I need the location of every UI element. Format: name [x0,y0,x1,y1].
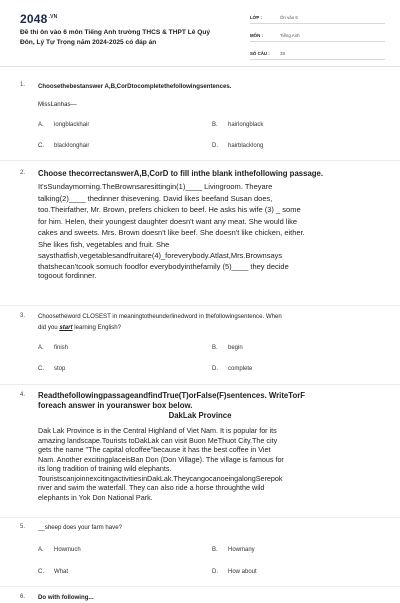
question-number: 2. [20,170,26,176]
sentence-text: did you [38,324,60,331]
option-letter: C. [38,569,44,575]
question-passage [38,181,370,280]
question-stem: Do with following... [38,594,94,601]
passage-line: gets the name "The capital ofcoffee"because it has the best coffee in Viet [38,445,271,454]
question-stem: ReadthefollowingpassageandfindTrue(T)orFalse(F)sentences. WriteTorF [38,391,306,400]
passage-line: elephants in Yok Don National Park. [38,492,153,502]
passage-line: TouristscanjoinnexcitingactivitiesinDakLak.TheycangocanoeingalongSerepok [38,473,283,483]
passage-title: DakLak Province [168,411,232,420]
option-a[interactable] [38,345,68,351]
meta-value: Ôn vào 6 [280,15,298,20]
option-c[interactable] [38,569,68,575]
option-b[interactable] [212,547,255,553]
passage-line: its long tradition of training wild elephants. [38,464,172,473]
document-title: Đề thi ôn vào 6 môn Tiếng Anh trường THCS & THPT Lê Quý Đôn, Lý Tự Trọng năm 2024-2025 có đáp án [20,29,211,46]
option-a[interactable] [38,547,81,553]
passage-line: Dak Lak Province is in the Central Highland of Viet Nam. It is popular for its [38,426,277,435]
option-text: Howmuch [54,547,81,553]
option-letter: C. [38,366,44,372]
passage-line: too.Theirfather, Mr. Brown, prefers chicken to beef. He asks his wife (3) _ some [38,205,301,214]
option-letter: C. [38,143,44,149]
passage-line: saysthatfish,vegetablesandfruitare(4)_foreverybody.Atlast,Mrs.Brownsays [38,251,283,260]
question-sentence [38,323,368,333]
document-header [0,0,400,62]
question-stem-continued: foreach answer in youranswer box below. [38,401,193,410]
option-text: blacklonghair [54,143,90,149]
passage-line: thatshecan'tcook somuch foodfor everybodyinthefamily (5)____ they decide [38,261,289,271]
site-logo[interactable] [20,12,57,26]
question-number: 6. [20,594,26,600]
passage-line: amazing landscape.Tourists toDakLak can visit Buon MeThuot City.The city [38,435,278,445]
passage-line: river and swim the waterfall. They can also ride a horse throughthe wild [38,483,265,492]
question-divider [0,160,400,161]
meta-value: 38 [280,51,285,56]
option-letter: D. [212,143,218,149]
question-sentence: MissLanhas— [38,101,77,108]
option-letter: D. [212,366,218,372]
option-text: What [54,569,69,575]
question-number: 5. [20,524,26,530]
option-c[interactable] [38,366,65,372]
question-stem: Choose thecorrectanswerA,B,CorD to fill inthe blank inthefollowing passage. [38,169,324,178]
option-d[interactable] [212,569,257,575]
meta-row-count [250,48,385,60]
question-stem: Choosetheword CLOSEST in meaningtotheunderlinedword in thefollowingsentence. When [38,313,282,320]
question-divider [0,305,400,306]
question-number: 4. [20,392,26,398]
question-passage [38,426,370,502]
option-letter: A. [38,547,44,553]
meta-row-subject [250,30,385,42]
question-divider [0,517,400,518]
option-text: complete [228,366,253,372]
option-d[interactable] [212,366,252,372]
question-number: 3. [20,313,26,319]
option-text: begin [228,345,243,351]
option-text: finish [54,345,69,351]
question-number: 1. [20,82,26,88]
passage-line: She likes fish, vegetables and fruit. She [38,239,170,249]
meta-value: Tiếng Anh [280,33,300,38]
question-stem: Choosethebestanswer A,B,CorDtocompletethefollowingsentences. [38,83,232,90]
option-letter: A. [38,122,44,128]
question-divider [0,384,400,385]
passage-line: togoout fordinner. [38,270,97,280]
passage-line: talking(2)____ thedinner thisevening. David likes beefand Susan does, [38,193,273,203]
passage-line: for him. Helen, their youngest daughter doesn't want any meat. She would like [38,216,298,226]
option-letter: B. [212,345,218,351]
meta-key: SỐ CÂU : [250,51,270,56]
logo-text: 2048 [20,12,48,26]
option-letter: B. [212,122,218,128]
option-text: Howmany [228,547,255,553]
option-letter: D. [212,569,218,575]
meta-key: MÔN : [250,33,263,38]
option-a[interactable] [38,122,89,128]
question-divider [0,586,400,587]
option-text: hairlongblack [228,122,264,128]
option-letter: A. [38,345,44,351]
option-text: hairblacklong [228,143,264,149]
passage-line: cakes and sweets. Mrs. Brown doesn't like beef. She doesn't like chicken, either. [38,228,305,237]
option-d[interactable] [212,143,263,149]
option-text: stop [54,366,66,372]
option-c[interactable] [38,143,89,149]
meta-table [250,12,385,66]
option-text: How about [228,569,257,575]
logo-suffix: .VN [48,14,58,20]
underlined-word: start [59,324,73,331]
question-stem: __sheep does your farm have? [38,524,123,531]
option-text: longblackhair [54,122,90,128]
sentence-text: learning English? [72,324,122,331]
option-letter: B. [212,547,218,553]
passage-line: It'sSundaymorning.TheBrownsaresittingin(1)____ Livingroom. Theyare [38,182,273,191]
header-divider [0,66,400,67]
meta-row-class [250,12,385,24]
passage-line: Nam. Another excitingplaceisBan Don (Don Village). The village is famous for [38,454,284,464]
option-b[interactable] [212,122,263,128]
option-b[interactable] [212,345,243,351]
meta-key: LỚP : [250,15,262,20]
